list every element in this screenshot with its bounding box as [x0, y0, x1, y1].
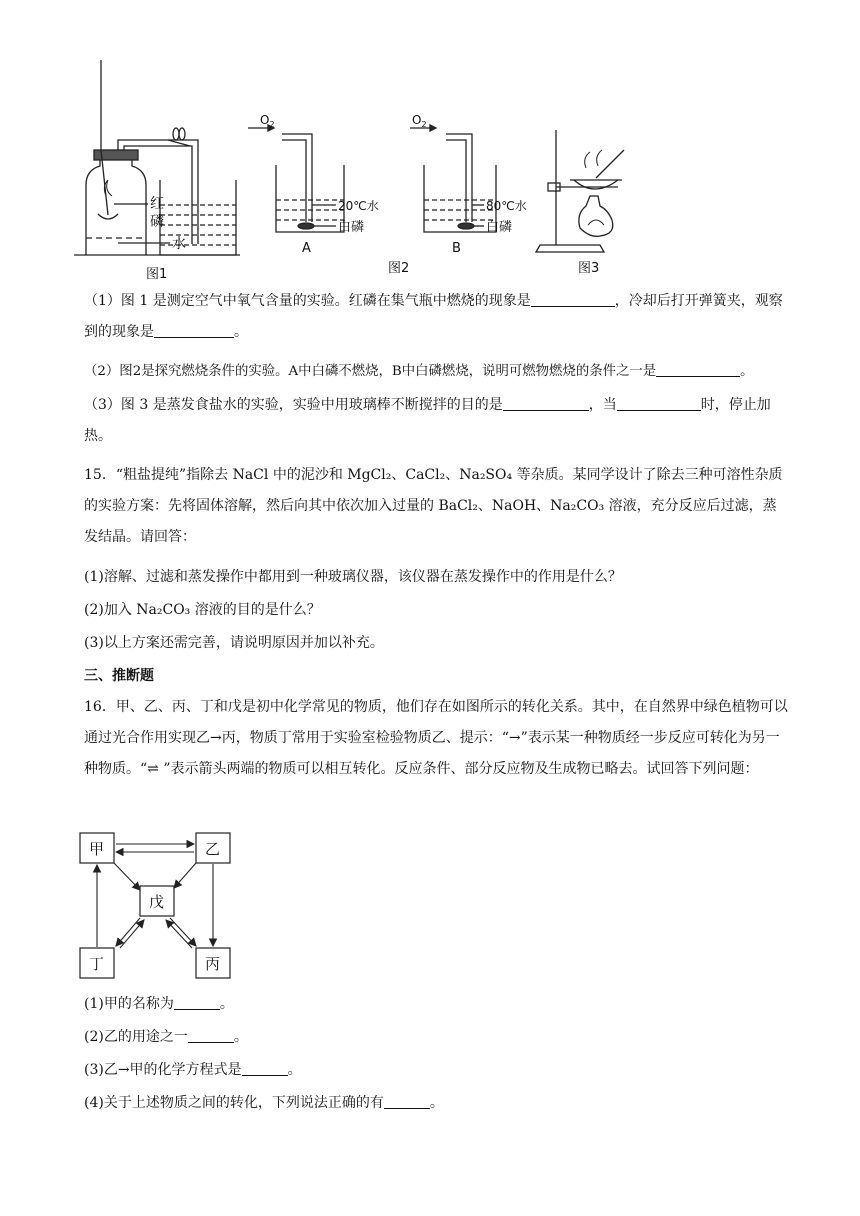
fig1-label-red: 红: [150, 196, 164, 212]
node-ding-label: 丁: [89, 955, 105, 973]
fig2-phos-a: 白磷: [338, 220, 365, 235]
fig2-gas-a: $O_2$: [260, 113, 275, 129]
q14-part2: （2）图2是探究燃烧条件的实验。A中白磷不燃烧，B中白磷燃烧，说明可燃物燃烧的条件之一是 。: [84, 364, 754, 379]
answer-blank[interactable]: [154, 323, 234, 338]
conversion-diagram: [78, 830, 238, 980]
node-jia-label: 甲: [89, 840, 105, 858]
q15-sub3: (3)以上方案还需完善，请说明原因并加以补充。: [84, 635, 384, 651]
answer-blank[interactable]: [174, 995, 220, 1010]
answer-blank[interactable]: [531, 292, 615, 307]
q15-sub1: (1)溶解、过滤和蒸发操作中都用到一种玻璃仪器，该仪器在蒸发操作中的作用是什么？: [84, 569, 622, 585]
answer-blank[interactable]: [384, 1094, 430, 1109]
q16-intro: 16．甲、乙、丙、丁和戊是初中化学常见的物质，他们存在如图所示的转化关系。其中，在自然界中绿色植物可以通过光合作用实现乙→丙，物质丁常用于实验室检验物质乙、提示：“→”表示某一种物质经一步反应可转化为另一种物质。“⇌ ”表示箭头两端的物质可以相互转化。反应条件、部分反应物及生成物已略去。试回答下列问题：: [84, 699, 788, 777]
q14-part1: （1）图 1 是测定空气中氧气含量的实验。红磷在集气瓶中燃烧的现象是 ，冷却后打开弹簧夹，观察到的现象是 。: [84, 293, 783, 340]
fig2-label-a: A: [302, 241, 311, 256]
answer-blank[interactable]: [656, 362, 740, 377]
q16-sub2: (2)乙的用途之一 。: [84, 1029, 248, 1045]
fig2-gas-b: $O_2$: [412, 113, 427, 129]
node-yi-label: 乙: [205, 840, 221, 858]
answer-blank[interactable]: [503, 396, 589, 411]
q16-sub4: (4)关于上述物质之间的转化，下列说法正确的有 。: [84, 1095, 444, 1111]
q16-sub1: (1)甲的名称为 。: [84, 996, 234, 1012]
fig3-caption: 图3: [578, 261, 600, 276]
fig1-label-water: 水: [172, 236, 186, 252]
fig2-water-b: 80℃水: [486, 199, 527, 213]
answer-blank[interactable]: [242, 1061, 288, 1076]
q15-intro: 15．“粗盐提纯”指除去 NaCl 中的泥沙和 MgCl₂、CaCl₂、Na₂SO₄ 等杂质。某同学设计了除去三种可溶性杂质的实验方案：先将固体溶解，然后向其中依次加入过量的 BaCl₂、NaOH、Na₂CO₃ 溶液，充分反应后过滤，蒸发结晶。请回答：: [84, 467, 783, 545]
experiment-figures: [0, 0, 860, 285]
node-wu-label: 戊: [149, 893, 165, 911]
q16-sub3: (3)乙→甲的化学方程式是 。: [84, 1062, 302, 1078]
fig1-caption: 图1: [146, 267, 168, 282]
fig1-label-phos: 磷: [150, 214, 164, 230]
answer-blank[interactable]: [188, 1028, 234, 1043]
q14-part3: （3）图 3 是蒸发食盐水的实验，实验中用玻璃棒不断搅拌的目的是 ，当 时，停止加热。: [84, 397, 771, 444]
q15-sub2: (2)加入 Na₂CO₃ 溶液的目的是什么？: [84, 602, 321, 618]
answer-blank[interactable]: [617, 396, 701, 411]
fig2-water-a: 20℃水: [338, 199, 379, 213]
fig2-phos-b: 白磷: [486, 220, 513, 235]
fig2-caption: 图2: [388, 261, 410, 276]
node-bing-label: 丙: [205, 955, 221, 973]
fig2-label-b: B: [452, 241, 461, 256]
section-title: 三、推断题: [84, 668, 154, 684]
